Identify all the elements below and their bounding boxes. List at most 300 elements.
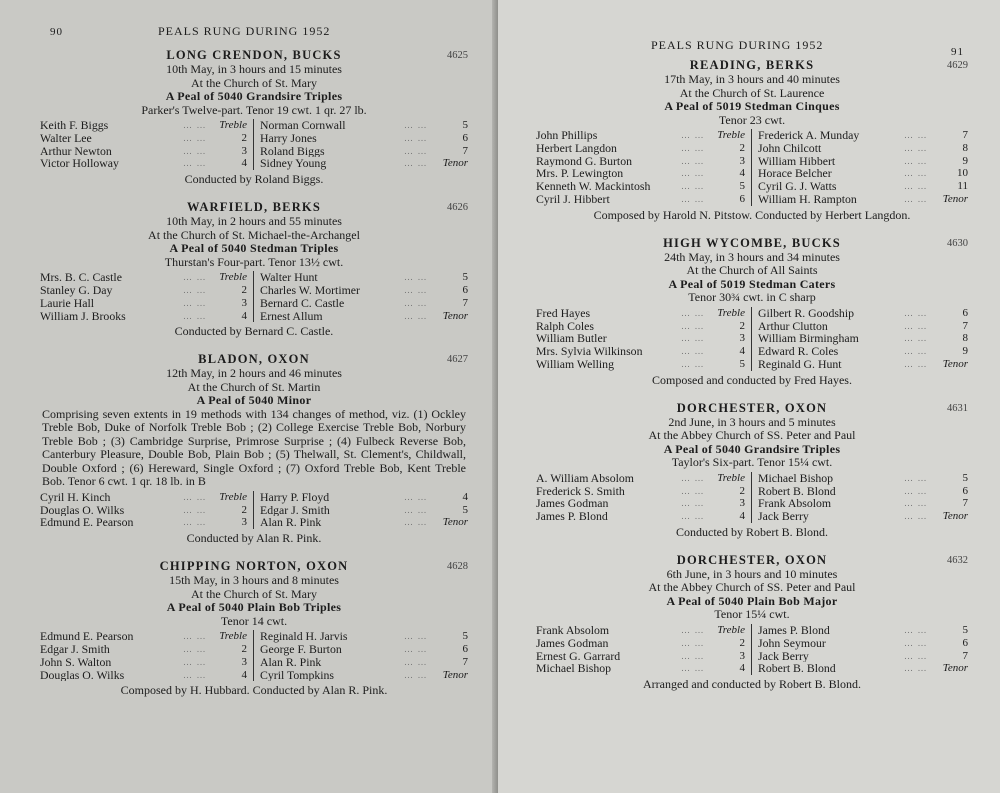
ringer-row xyxy=(260,643,468,656)
bell-number: 4 xyxy=(739,510,745,523)
leader-dots: … … xyxy=(681,142,704,153)
ringer-name: Herbert Langdon xyxy=(536,141,617,155)
peal-record xyxy=(40,48,468,186)
leader-dots: … … xyxy=(404,644,427,655)
peal-conductor-note: Composed by H. Hubbard. Conducted by Alan R. Pink. xyxy=(120,683,388,698)
ringer-name: William H. Rampton xyxy=(758,192,857,206)
ringer-row xyxy=(758,193,968,206)
peal-record xyxy=(536,401,968,539)
leader-dots: … … xyxy=(404,297,427,308)
ringer-row xyxy=(758,142,968,155)
peal-number: 4627 xyxy=(447,354,468,366)
ringer-row xyxy=(758,320,968,333)
bell-number: Treble xyxy=(717,471,745,484)
peal-method-description: Comprising seven extents in 19 methods with 134 changes of method, viz. (1) Ockley Treble Bob, Duke of Norfolk Treble Bob ; (2) College Exercise Treble Bob, Norbury Treble Bob ; (3) Cambridge Surprise, Primrose Surprise ; (4) Fulbeck Reverse Bob, Canterbury Pleasure, Double Bob, Plain Bob ; (5) Thelwall, St. Clement's, Childwall, Double Oxford ; (6) Hereward, Single Oxford ; (7) Oxford Treble Bob, Kent Treble Bob. Tenor 6 cwt. 1 qr. 18 lb. in B xyxy=(42,406,466,489)
page-number: 91 xyxy=(951,46,964,58)
peal-place-name: DORCHESTER, OXON xyxy=(676,400,828,415)
leader-dots: … … xyxy=(904,130,927,140)
peal-number: 4630 xyxy=(947,237,968,249)
leader-dots: … … xyxy=(681,168,704,179)
leader-dots: … … xyxy=(183,120,206,130)
ringer-name: Alan R. Pink xyxy=(260,516,322,530)
peal-place-name: LONG CRENDON, BUCKS xyxy=(166,48,342,62)
peal-record xyxy=(536,236,968,387)
ringer-name: Cyril J. Hibbert xyxy=(536,192,610,206)
ringer-table xyxy=(536,307,968,371)
ringer-name: Edmund E. Pearson xyxy=(40,516,134,530)
ringer-name: Michael Bishop xyxy=(536,662,612,676)
ringer-row xyxy=(40,132,247,145)
ringer-name: Arthur Clutton xyxy=(758,319,828,333)
ringer-row xyxy=(536,358,745,371)
peal-record xyxy=(40,200,468,338)
bell-number: 5 xyxy=(462,271,468,284)
ringer-row xyxy=(536,497,745,510)
peal-church: At the Abbey Church of SS. Peter and Paul xyxy=(648,428,856,443)
peal-place-name: HIGH WYCOMBE, BUCKS xyxy=(663,235,841,250)
leader-dots: … … xyxy=(681,498,704,509)
bell-number: 3 xyxy=(241,655,247,668)
bell-number: 7 xyxy=(962,129,968,141)
ringer-name: Keith F. Biggs xyxy=(40,119,109,132)
ringer-column xyxy=(752,472,968,523)
peal-place-name: READING, BERKS xyxy=(689,58,815,72)
ringer-row xyxy=(536,510,745,523)
ringer-row xyxy=(260,271,468,284)
bell-number: Tenor xyxy=(942,510,968,523)
peal-place xyxy=(40,352,468,367)
peal-church: At the Church of St. Martin xyxy=(187,379,321,394)
ringer-column xyxy=(536,307,752,371)
leader-dots: … … xyxy=(904,346,927,357)
ringer-row xyxy=(40,669,247,682)
bell-number: 2 xyxy=(739,636,745,649)
ringer-table xyxy=(40,271,468,322)
peal-place xyxy=(536,553,968,568)
bell-number: 2 xyxy=(241,283,247,296)
bell-number: Treble xyxy=(219,490,247,503)
ringer-name: John Chilcott xyxy=(758,141,822,155)
ringer-row xyxy=(260,656,468,669)
peal-conductor-note: Composed and conducted by Fred Hayes. xyxy=(652,372,852,387)
ringer-row xyxy=(536,624,745,637)
bell-number: 6 xyxy=(962,484,968,497)
ringer-name: Walter Lee xyxy=(40,131,92,145)
peal-number: 4626 xyxy=(447,202,468,214)
ringer-name: Arthur Newton xyxy=(40,144,112,158)
ringer-table xyxy=(536,472,968,523)
leader-dots: … … xyxy=(904,637,927,648)
peal-method: A Peal of 5040 Stedman Triples xyxy=(169,241,339,256)
ringer-column xyxy=(40,630,254,681)
bell-number: 7 xyxy=(462,296,468,309)
bell-number: Tenor xyxy=(442,309,468,322)
ringer-name: Reginald H. Jarvis xyxy=(260,630,348,644)
bell-number: 2 xyxy=(241,503,247,516)
ringer-row xyxy=(758,624,968,637)
ringer-row xyxy=(260,145,468,158)
peal-date: 12th May, in 2 hours and 46 minutes xyxy=(166,366,342,381)
section-spacer xyxy=(40,338,468,344)
bell-number: Tenor xyxy=(942,662,968,675)
bell-number: 10 xyxy=(957,167,968,180)
ringer-row xyxy=(40,516,247,529)
ringer-name: Edgar J. Smith xyxy=(260,503,330,517)
section-spacer xyxy=(40,545,468,551)
ringer-row xyxy=(758,307,968,320)
ringer-name: Michael Bishop xyxy=(758,471,834,485)
bell-number: Tenor xyxy=(942,192,968,205)
section-spacer xyxy=(536,387,968,393)
leader-dots: … … xyxy=(681,346,704,357)
peal-method: A Peal of 5019 Stedman Cinques xyxy=(664,99,840,113)
leader-dots: … … xyxy=(183,297,206,308)
ringer-name: James P. Blond xyxy=(758,623,830,637)
section-spacer xyxy=(536,539,968,545)
bell-number: 9 xyxy=(962,345,968,358)
leader-dots: … … xyxy=(404,284,427,295)
ringer-column xyxy=(40,119,254,170)
ringer-name: Jack Berry xyxy=(758,510,809,523)
peal-place xyxy=(40,200,468,215)
bell-number: 4 xyxy=(739,345,745,358)
ringer-row xyxy=(758,472,968,485)
leader-dots: … … xyxy=(404,145,427,156)
bell-number: 4 xyxy=(241,309,247,322)
bell-number: 8 xyxy=(962,332,968,345)
bell-number: 4 xyxy=(739,662,745,675)
left-page xyxy=(0,0,498,793)
bell-number: 6 xyxy=(739,192,745,205)
ringer-name: Reginald G. Hunt xyxy=(758,357,842,371)
ringer-name: Ralph Coles xyxy=(536,319,594,333)
running-title: PEALS RUNG DURING 1952 xyxy=(158,24,331,38)
bell-number: 3 xyxy=(739,497,745,510)
peal-method: A Peal of 5040 Plain Bob Triples xyxy=(166,600,342,615)
ringer-name: Cyril Tompkins xyxy=(260,668,335,682)
bell-number: 2 xyxy=(241,643,247,656)
leader-dots: … … xyxy=(404,631,427,642)
bell-number: Treble xyxy=(219,630,247,643)
leader-dots: … … xyxy=(904,320,927,331)
ringer-row xyxy=(40,310,247,323)
peal-details: Tenor 30¾ cwt. in C sharp xyxy=(688,290,816,305)
section-spacer xyxy=(536,222,968,228)
bell-number: Tenor xyxy=(442,516,468,529)
ringer-name: Mrs. Sylvia Wilkinson xyxy=(536,345,643,358)
ringer-name: James Godman xyxy=(536,636,609,650)
ringer-row xyxy=(758,485,968,498)
ringer-column xyxy=(40,491,254,529)
ringer-row xyxy=(536,129,745,142)
ringer-name: Laurie Hall xyxy=(40,296,95,310)
bell-number: 5 xyxy=(462,503,468,516)
peal-place xyxy=(536,236,968,251)
leader-dots: … … xyxy=(183,310,206,321)
ringer-name: Alan R. Pink xyxy=(260,655,322,669)
ringer-row xyxy=(758,358,968,371)
ringer-name: Gilbert R. Goodship xyxy=(758,306,855,320)
ringer-row xyxy=(758,510,968,523)
peal-church: At the Church of St. Michael-the-Archangel xyxy=(148,227,360,242)
bell-number: Tenor xyxy=(442,668,468,681)
leader-dots: … … xyxy=(183,504,206,515)
bell-number: 3 xyxy=(739,332,745,345)
leader-dots: … … xyxy=(404,132,427,143)
peal-church: At the Church of St. Mary xyxy=(191,586,317,601)
peal-place xyxy=(536,401,968,416)
ringer-name: John S. Walton xyxy=(40,655,112,669)
ringer-name: Horace Belcher xyxy=(758,167,832,181)
ringer-row xyxy=(758,662,968,675)
leader-dots: … … xyxy=(681,650,704,661)
bell-number: 3 xyxy=(241,296,247,309)
bell-number: 7 xyxy=(962,649,968,662)
bell-number: 3 xyxy=(739,154,745,167)
ringer-column xyxy=(254,630,468,681)
peal-details: Tenor 15¼ cwt. xyxy=(714,607,790,622)
leader-dots: … … xyxy=(183,517,206,528)
leader-dots: … … xyxy=(404,272,427,283)
bell-number: Treble xyxy=(717,623,745,636)
bell-number: 4 xyxy=(739,167,745,180)
ringer-row xyxy=(758,332,968,345)
leader-dots: … … xyxy=(183,284,206,295)
ringer-name: Kenneth W. Mackintosh xyxy=(536,180,651,193)
peal-conductor-note: Conducted by Robert B. Blond. xyxy=(676,524,828,539)
ringer-name: James Godman xyxy=(536,497,609,511)
bell-number: 3 xyxy=(241,516,247,529)
bell-number: 7 xyxy=(962,497,968,510)
bell-number: Treble xyxy=(219,119,247,131)
ringer-row xyxy=(758,637,968,650)
running-title: PEALS RUNG DURING 1952 xyxy=(651,38,824,52)
ringer-row xyxy=(758,180,968,193)
ringer-name: Cyril G. J. Watts xyxy=(758,180,837,193)
ringer-row xyxy=(40,284,247,297)
ringer-column xyxy=(536,624,752,675)
leader-dots: … … xyxy=(904,193,927,204)
ringer-row xyxy=(536,650,745,663)
ringer-column xyxy=(536,472,752,523)
ringer-row xyxy=(536,167,745,180)
leader-dots: … … xyxy=(681,307,704,318)
ringer-name: James P. Blond xyxy=(536,510,608,523)
leader-dots: … … xyxy=(904,498,927,509)
ringer-name: Edmund E. Pearson xyxy=(40,630,134,644)
ringer-name: A. William Absolom xyxy=(536,471,634,485)
bell-number: 11 xyxy=(957,180,968,193)
ringer-row xyxy=(40,630,247,643)
ringer-name: Bernard C. Castle xyxy=(260,296,345,310)
leader-dots: … … xyxy=(404,504,427,515)
ringer-row xyxy=(536,472,745,485)
leader-dots: … … xyxy=(681,358,704,369)
leader-dots: … … xyxy=(681,472,704,483)
peal-church: At the Church of All Saints xyxy=(686,263,818,278)
ringer-name: Harry Jones xyxy=(260,131,317,145)
ringer-name: Frederick S. Smith xyxy=(536,484,625,498)
ringer-name: Sidney Young xyxy=(260,157,327,171)
bell-number: 5 xyxy=(462,630,468,643)
ringer-name: John Phillips xyxy=(536,129,598,142)
bell-number: 2 xyxy=(739,141,745,154)
leader-dots: … … xyxy=(904,650,927,661)
leader-dots: … … xyxy=(404,491,427,502)
leader-dots: … … xyxy=(904,333,927,344)
ringer-name: Mrs. B. C. Castle xyxy=(40,271,122,284)
peal-church: At the Abbey Church of SS. Peter and Paul xyxy=(648,580,856,595)
leader-dots: … … xyxy=(904,307,927,318)
peal-conductor-note: Conducted by Bernard C. Castle. xyxy=(174,324,334,339)
peal-date: 17th May, in 3 hours and 40 minutes xyxy=(664,72,840,86)
peal-number: 4628 xyxy=(447,561,468,573)
ringer-table xyxy=(40,630,468,681)
leader-dots: … … xyxy=(183,158,206,169)
bell-number: Treble xyxy=(717,306,745,319)
peal-date: 10th May, in 2 hours and 55 minutes xyxy=(166,214,342,229)
ringer-name: William J. Brooks xyxy=(40,309,126,323)
ringer-table xyxy=(40,119,468,170)
peal-method: A Peal of 5040 Grandsire Triples xyxy=(165,89,343,103)
ringer-row xyxy=(40,119,247,132)
peal-method: A Peal of 5040 Minor xyxy=(196,393,312,408)
ringer-row xyxy=(536,485,745,498)
leader-dots: … … xyxy=(904,511,927,522)
ringer-name: Stanley G. Day xyxy=(40,283,113,297)
ringer-row xyxy=(40,491,247,504)
bell-number: 6 xyxy=(462,643,468,656)
leader-dots: … … xyxy=(404,669,427,680)
ringer-name: Douglas O. Wilks xyxy=(40,668,125,682)
ringer-row xyxy=(260,669,468,682)
ringer-row xyxy=(536,193,745,206)
peal-details: Taylor's Six-part. Tenor 15¼ cwt. xyxy=(671,455,833,470)
bell-number: 3 xyxy=(241,144,247,157)
leader-dots: … … xyxy=(681,333,704,344)
ringer-row xyxy=(260,491,468,504)
right-page xyxy=(498,0,1000,793)
ringer-name: Edgar J. Smith xyxy=(40,643,110,656)
peal-place-name: DORCHESTER, OXON xyxy=(676,552,828,567)
ringer-row xyxy=(260,310,468,323)
bell-number: Tenor xyxy=(442,157,468,170)
bell-number: 5 xyxy=(739,357,745,370)
ringer-row xyxy=(536,142,745,155)
peal-date: 15th May, in 3 hours and 8 minutes xyxy=(169,573,339,588)
ringer-name: Mrs. P. Lewington xyxy=(536,167,624,181)
peal-number: 4631 xyxy=(947,402,968,414)
ringer-row xyxy=(260,284,468,297)
ringer-column xyxy=(254,271,468,322)
peal-place xyxy=(536,58,968,73)
peal-list xyxy=(536,58,968,691)
ringer-row xyxy=(40,157,247,170)
leader-dots: … … xyxy=(904,624,927,635)
ringer-row xyxy=(260,132,468,145)
peal-date: 24th May, in 3 hours and 34 minutes xyxy=(664,249,840,264)
ringer-column xyxy=(752,624,968,675)
leader-dots: … … xyxy=(404,120,427,130)
peal-date: 2nd June, in 3 hours and 5 minutes xyxy=(668,414,836,429)
ringer-row xyxy=(758,129,968,142)
leader-dots: … … xyxy=(183,631,206,642)
ringer-row xyxy=(260,297,468,310)
ringer-name: Frank Absolom xyxy=(536,623,610,637)
ringer-row xyxy=(260,630,468,643)
peal-number: 4632 xyxy=(947,554,968,566)
peal-date: 10th May, in 3 hours and 15 minutes xyxy=(166,62,342,76)
ringer-row xyxy=(536,307,745,320)
ringer-name: Cyril H. Kinch xyxy=(40,490,111,504)
leader-dots: … … xyxy=(904,472,927,483)
ringer-table xyxy=(536,129,968,206)
bell-number: 6 xyxy=(962,636,968,649)
ringer-name: John Seymour xyxy=(758,636,826,650)
ringer-row xyxy=(260,119,468,132)
ringer-row xyxy=(536,345,745,358)
ringer-name: Harry P. Floyd xyxy=(260,490,330,504)
bell-number: 4 xyxy=(241,157,247,170)
ringer-row xyxy=(40,504,247,517)
running-head xyxy=(40,18,468,40)
peal-conductor-note: Conducted by Roland Biggs. xyxy=(184,172,324,187)
ringer-row xyxy=(758,167,968,180)
leader-dots: … … xyxy=(183,669,206,680)
leader-dots: … … xyxy=(183,644,206,655)
leader-dots: … … xyxy=(681,181,704,192)
bell-number: 5 xyxy=(962,471,968,484)
ringer-column xyxy=(40,271,254,322)
leader-dots: … … xyxy=(681,155,704,166)
bell-number: 7 xyxy=(962,319,968,332)
peal-number: 4625 xyxy=(447,50,468,61)
ringer-row xyxy=(536,155,745,168)
leader-dots: … … xyxy=(904,168,927,179)
bell-number: 6 xyxy=(962,306,968,319)
peal-list xyxy=(40,48,468,697)
ringer-name: William Hibbert xyxy=(758,154,836,168)
peal-conductor-note: Conducted by Alan R. Pink. xyxy=(186,531,322,546)
leader-dots: … … xyxy=(681,320,704,331)
ringer-name: Robert B. Blond xyxy=(758,484,836,498)
peal-details: Thurstan's Four-part. Tenor 13½ cwt. xyxy=(164,254,344,269)
ringer-row xyxy=(536,662,745,675)
section-spacer xyxy=(40,186,468,192)
peal-method: A Peal of 5040 Plain Bob Major xyxy=(666,593,838,608)
bell-number: 4 xyxy=(462,490,468,503)
peal-record xyxy=(40,559,468,697)
peal-record xyxy=(536,553,968,691)
ringer-row xyxy=(536,637,745,650)
ringer-name: Frank Absolom xyxy=(758,497,832,511)
bell-number: 3 xyxy=(739,649,745,662)
ringer-row xyxy=(536,332,745,345)
bell-number: 9 xyxy=(962,154,968,167)
leader-dots: … … xyxy=(183,656,206,667)
peal-method: A Peal of 5019 Stedman Caters xyxy=(668,276,836,291)
ringer-name: George F. Burton xyxy=(260,643,342,656)
ringer-name: Charles W. Mortimer xyxy=(260,283,360,297)
ringer-table xyxy=(40,491,468,529)
ringer-name: Ernest G. Garrard xyxy=(536,649,621,663)
ringer-name: Walter Hunt xyxy=(260,271,318,284)
peal-church: At the Church of St. Mary xyxy=(191,75,317,90)
leader-dots: … … xyxy=(681,193,704,204)
leader-dots: … … xyxy=(904,181,927,192)
peal-conductor-note: Composed by Harold N. Pitstow. Conducted by Herbert Langdon. xyxy=(593,207,911,222)
leader-dots: … … xyxy=(681,663,704,674)
